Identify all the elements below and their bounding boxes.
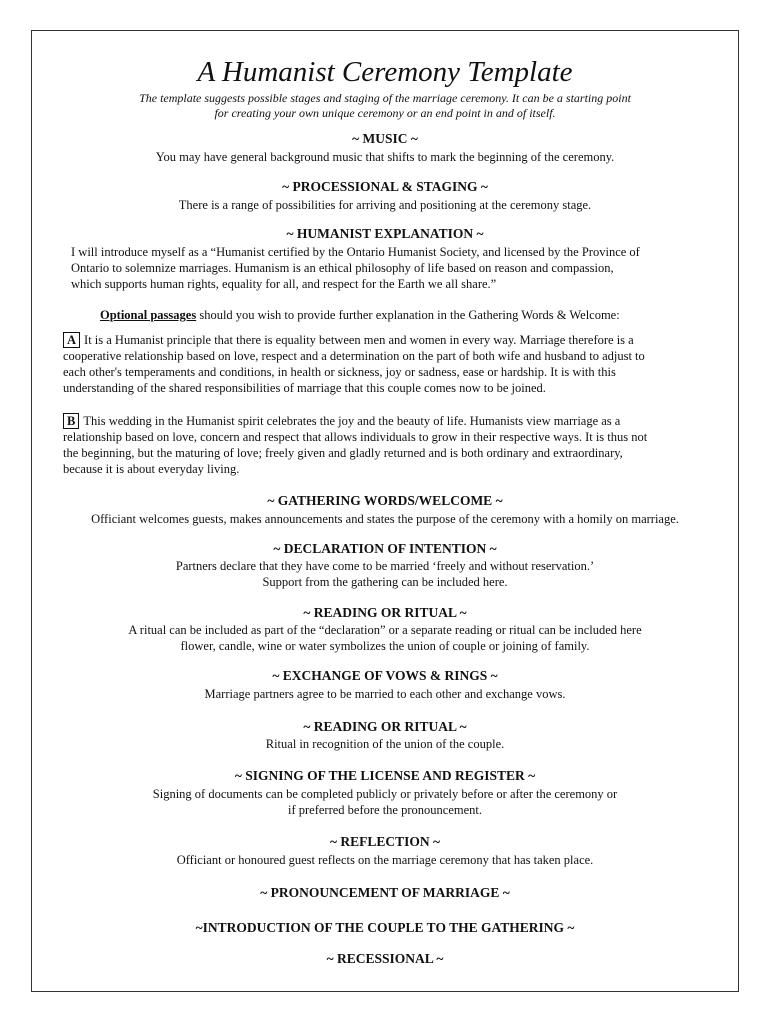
passage-b-text: This wedding in the Humanist spirit celebrates the joy and the beauty of life. Humanists view marriage as a [83,414,621,428]
introduction-heading: ~INTRODUCTION OF THE COUPLE TO THE GATHERING ~ [195,920,575,935]
page-title: A Humanist Ceremony Template [197,56,573,88]
pronouncement-heading: ~ PRONOUNCEMENT OF MARRIAGE ~ [260,885,510,900]
passage-a-line: cooperative relationship based on love, respect and a determination on the part of both wife and husband to adjust to [63,349,645,363]
declaration-heading: ~ DECLARATION OF INTENTION ~ [273,541,497,556]
reading-ritual-line: A ritual can be included as part of the “declaration” or a separate reading or ritual can be included here [128,623,642,637]
page-subtitle [0,91,770,121]
passage-a-text: It is a Humanist principle that there is equality between men and women in every way. Marriage therefore is a [84,333,634,347]
passage-a-marker: A [63,332,80,348]
reading-ritual-heading: ~ READING OR RITUAL ~ [303,605,467,620]
optional-passages-text: should you wish to provide further explanation in the Gathering Words & Welcome: [196,308,620,322]
passage-b-line [63,413,620,429]
subtitle-line: The template suggests possible stages and staging of the marriage ceremony. It can be a starting point [139,91,631,105]
reading-ritual-line: flower, candle, wine or water symbolizes the union of couple or joining of family. [180,639,590,653]
recessional-heading: ~ RECESSIONAL ~ [326,951,444,966]
passage-b-line: the beginning, but the maturing of love; freely given and gladly returned and is both ordinary and extraordinary, [63,446,623,460]
reflection-heading: ~ REFLECTION ~ [329,834,441,849]
optional-passages-label: Optional passages [100,308,197,322]
processional-heading: ~ PROCESSIONAL & STAGING ~ [282,179,488,194]
declaration-line: Support from the gathering can be included here. [262,575,508,589]
vows-text: Marriage partners agree to be married to each other and exchange vows. [204,687,566,701]
signing-line: if preferred before the pronouncement. [287,803,482,817]
explanation-heading: ~ HUMANIST EXPLANATION ~ [286,226,484,241]
passage-a-line [63,332,634,348]
music-text: You may have general background music that shifts to mark the beginning of the ceremony. [155,150,615,164]
passage-b-line: relationship based on love, concern and respect that allows individuals to grow in their respective ways. It is thus not [63,430,648,444]
vows-heading: ~ EXCHANGE OF VOWS & RINGS ~ [272,668,498,683]
optional-passages-intro [100,307,620,323]
explanation-line: Ontario to solemnize marriages. Humanism is an ethical philosophy of life based on reason and compassion, [71,261,614,275]
declaration-line: Partners declare that they have come to be married ‘freely and without reservation.’ [175,559,595,573]
music-heading: ~ MUSIC ~ [352,131,418,146]
passage-a-line: each other's temperaments and conditions, in health or sickness, joy or sadness, ease or hardship. It is with this [63,365,616,379]
explanation-line: I will introduce myself as a “Humanist certified by the Ontario Humanist Society, and licensed by the Province of [71,245,640,259]
passage-a-line: understanding of the shared responsibilities of marriage that this couple comes now to be joined. [63,381,546,395]
gathering-heading: ~ GATHERING WORDS/WELCOME ~ [267,493,503,508]
gathering-text: Officiant welcomes guests, makes announcements and states the purpose of the ceremony with a homily on marriage. [91,512,679,526]
signing-heading: ~ SIGNING OF THE LICENSE AND REGISTER ~ [234,768,536,783]
signing-line: Signing of documents can be completed publicly or privately before or after the ceremony or [152,787,618,801]
reading-ritual-2-text: Ritual in recognition of the union of the couple. [265,737,505,751]
passage-b-marker: B [63,413,79,429]
reading-ritual-2-heading: ~ READING OR RITUAL ~ [303,719,467,734]
processional-text: There is a range of possibilities for arriving and positioning at the ceremony stage. [178,198,592,212]
explanation-line: which supports human rights, equality for all, and respect for the Earth we all share.” [71,277,497,291]
passage-b-line: because it is about everyday living. [63,462,240,476]
subtitle-line: for creating your own unique ceremony or an end point in and of itself. [214,106,556,120]
reflection-text: Officiant or honoured guest reflects on the marriage ceremony that has taken place. [176,853,594,867]
